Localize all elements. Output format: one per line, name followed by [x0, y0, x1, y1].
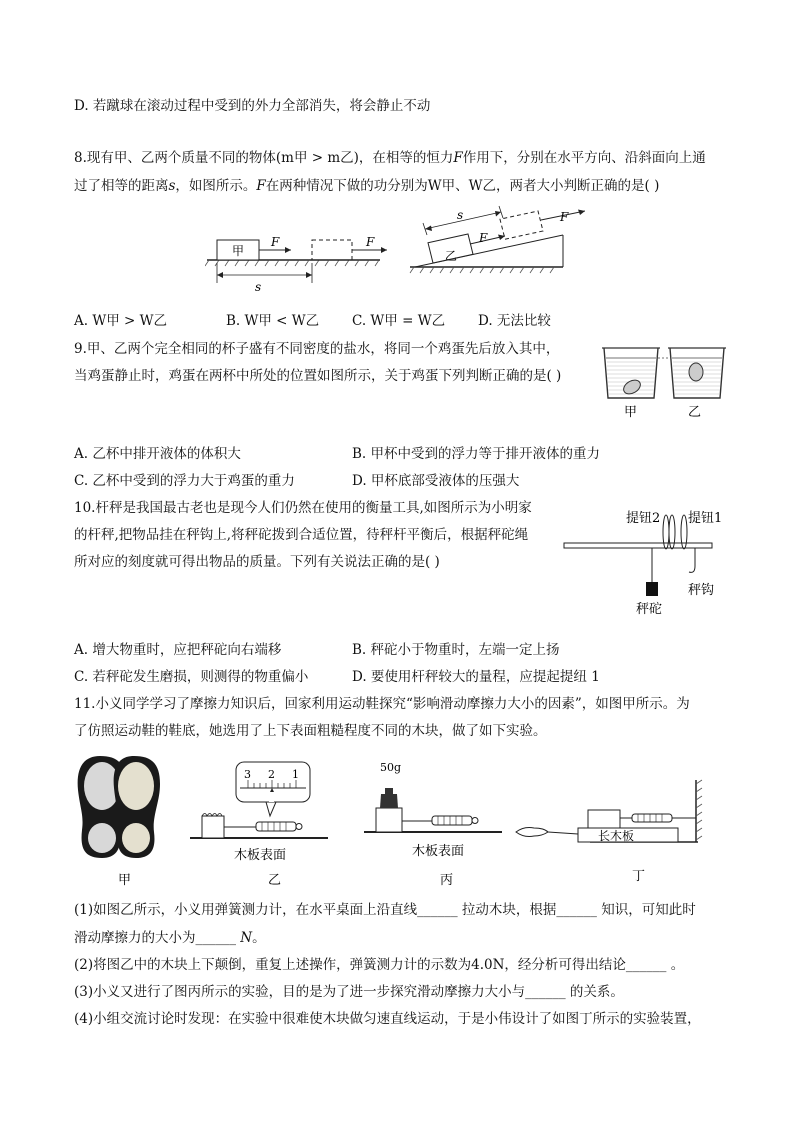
q11-label-ding: 丁: [632, 869, 646, 884]
q8-option-d: D. 无法比较: [478, 313, 551, 329]
q11-sub1-line2: 滑动摩擦力的大小为______ 𝑁。: [74, 930, 266, 946]
q8-option-b: B. W甲 < W乙: [226, 313, 320, 329]
q11-shoe-soles: [78, 756, 160, 858]
q10-figure: [560, 502, 735, 620]
q9-option-d: D. 甲杯底部受液体的压强大: [352, 473, 520, 489]
q10-weight: [646, 582, 658, 596]
q9-option-c: C. 乙杯中受到的浮力大于鸡蛋的重力: [74, 473, 295, 489]
q8-stem-line2: 过了相等的距离𝑠，如图所示。𝐹在两种情况下做的功分别为W甲、W乙，两者大小判断正确的是( ): [74, 178, 660, 194]
q10-stem-line3: 所对应的刻度就可得出物品的质量。下列有关说法正确的是( ): [74, 554, 440, 570]
q10-stem-line1: 10.杆秤是我国最古老也是现今人们仍然在使用的衡量工具,如图所示为小明家: [74, 500, 532, 516]
q11-label-jia: 甲: [118, 873, 132, 888]
q11-stem-line2: 了仿照运动鞋的鞋底，她选用了上下表面粗糙程度不同的木块，做了如下实验。: [74, 723, 547, 739]
q10-option-c: C. 若秤砣发生磨损，则测得的物重偏小: [74, 669, 309, 685]
q8-option-c: C. W甲 = W乙: [352, 313, 446, 329]
q8-force-label-1: F: [271, 235, 280, 249]
q9-cup-left-label: 甲: [624, 405, 638, 420]
q11-sub1-line1: (1)如图乙所示，小义用弹簧测力计，在水平桌面上沿直线______ 拉动木块，根据______ 知识，可知此时: [74, 902, 696, 918]
q8-force-label-3: F: [479, 231, 488, 245]
q10-option-d: D. 要使用杆秤较大的量程，应提起提纽 1: [352, 669, 600, 685]
q9-cup-right-label: 乙: [688, 405, 702, 420]
q11-sub2: (2)将图乙中的木块上下颠倒，重复上述操作，弹簧测力计的示数为4.0N，经分析可得出结论______ 。: [74, 957, 685, 973]
q10-hook-label: 秤钩: [688, 583, 715, 598]
q11-weight-label: 50g: [380, 761, 402, 774]
q11-hand: [516, 828, 548, 837]
q9-figure: [598, 338, 728, 420]
q8-force-label-2: F: [366, 235, 375, 249]
q10-stem-line2: 的杆秤,把物品挂在秤钩上,将秤砣拨到合适位置，待秤杆平衡后，根据秤砣绳: [74, 527, 529, 543]
q9-stem-line2: 当鸡蛋静止时，鸡蛋在两杯中所处的位置如图所示，关于鸡蛋下列判断正确的是( ): [74, 368, 562, 384]
q10-option-a: A. 增大物重时，应把秤砣向右端移: [74, 642, 282, 658]
q11-scale-tick-2: 2: [268, 768, 275, 781]
q11-surface-label-bing: 木板表面: [412, 844, 465, 859]
q9-egg-right: [689, 363, 703, 381]
q11-sub4: (4)小组交流讨论时发现：在实验中很难使木块做匀速直线运动，于是小伟设计了如图丁所示的实验装置，: [74, 1011, 701, 1027]
q8-block-yi-label: 乙: [445, 249, 458, 263]
q11-figure: [70, 750, 730, 895]
q11-label-bing: 丙: [440, 873, 454, 888]
q11-scale-tick-3: 3: [244, 768, 251, 781]
q8-force-label-4: F: [560, 210, 569, 224]
q10-beam: [564, 543, 712, 548]
q10-option-b: B. 秤砣小于物重时，左端一定上扬: [352, 642, 560, 658]
q7-option-d: D. 若蹴球在滚动过程中受到的外力全部消失，将会静止不动: [74, 98, 431, 114]
q11-surface-label-yi: 木板表面: [234, 848, 287, 863]
q8-distance-label-2: s: [457, 208, 464, 222]
q8-distance-label: s: [255, 280, 262, 294]
q11-sub3: (3)小义又进行了图丙所示的实验，目的是为了进一步探究滑动摩擦力大小与______ 的关系。: [74, 984, 624, 1000]
q10-hook: [689, 566, 695, 572]
q8-stem-line1: 8.现有甲、乙两个质量不同的物体(m甲 > m乙)，在相等的恒力𝐹作用下，分别在水平方向、沿斜面向上通: [74, 150, 706, 166]
q9-stem-line1: 9.甲、乙两个完全相同的杯子盛有不同密度的盐水，将同一个鸡蛋先后放入其中，: [74, 341, 560, 357]
q10-knob2-label: 提钮2: [626, 511, 661, 526]
q8-option-a: A. W甲 > W乙: [74, 313, 167, 329]
q10-weight-label: 秤砣: [636, 602, 663, 617]
q11-scale-tick-1: 1: [292, 768, 299, 781]
q11-stem-line1: 11.小义同学学习了摩擦力知识后，回家利用运动鞋探究“影响滑动摩擦力大小的因素”，如图甲所示。为: [74, 696, 690, 712]
q8-figure: [205, 205, 585, 295]
q11-label-yi: 乙: [268, 873, 282, 888]
q8-block-dashed: [312, 240, 352, 260]
q8-block-jia-label: 甲: [232, 244, 245, 258]
q11-board-label: 长木板: [598, 829, 635, 843]
q11-weight-50g: [380, 794, 398, 808]
q9-option-a: A. 乙杯中排开液体的体积大: [74, 446, 241, 462]
q9-option-b: B. 甲杯中受到的浮力等于排开液体的重力: [352, 446, 601, 462]
q10-knob1-label: 提钮1: [688, 511, 723, 526]
